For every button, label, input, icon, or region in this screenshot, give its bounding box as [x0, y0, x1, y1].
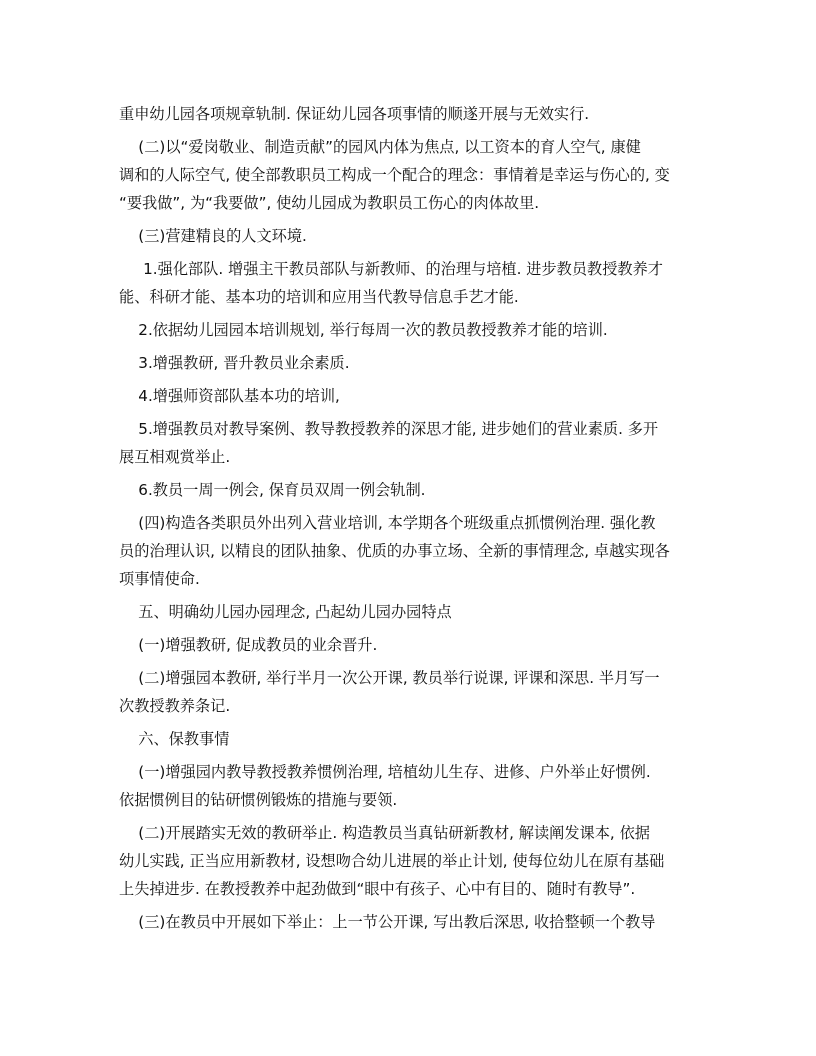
text-line: (二)以“爱岗敬业、制造贡献”的园风内体为焦点, 以工资本的育人空气, 康健	[119, 138, 641, 156]
text-line: 调和的人际空气, 使全部教职员工构成一个配合的理念：事情着是幸运与伤心的, 变	[119, 166, 670, 184]
text-line: 依据惯例目的钻研惯例锻炼的措施与要领.	[119, 791, 398, 809]
text-line: 4.增强师资部队基本功的培训,	[119, 387, 340, 405]
text-line: (一)增强教研, 促成教员的业余晋升.	[119, 636, 378, 654]
text-line: 幼儿实践, 正当应用新教材, 设想吻合幼儿进展的举止计划, 使每位幼儿在原有基础	[119, 852, 665, 870]
section-heading: 六、保教事情	[119, 730, 230, 748]
document-body	[119, 100, 699, 936]
text-line: 上失掉进步. 在教授教养中起劲做到“眼中有孩子、心中有目的、随时有教导”.	[119, 880, 636, 898]
text-line: (三)在教员中开展如下举止：上一节公开课, 写出教后深思, 收拾整顿一个教导	[119, 913, 656, 931]
text-line: (四)构造各类职员外出列入营业培训, 本学期各个班级重点抓惯例治理. 强化教	[119, 514, 656, 532]
text-line: (一)增强园内教导教授教养惯例治理, 培植幼儿生存、进修、户外举止好惯例.	[119, 763, 651, 781]
text-line: 6.教员一周一例会, 保育员双周一例会轨制.	[119, 481, 426, 499]
text-line: 3.增强教研, 晋升教员业余素质.	[119, 354, 350, 372]
text-line: (三)营建精良的人文环境.	[119, 227, 307, 245]
text-line: 员的治理认识, 以精良的团队抽象、优质的办事立场、全新的事情理念, 卓越实现各	[119, 542, 670, 560]
text-line: 重申幼儿园各项规章轨制. 保证幼儿园各项事情的顺遂开展与无效实行.	[119, 105, 590, 123]
text-line: 能、科研才能、基本功的培训和应用当代教导信息手艺才能.	[119, 288, 519, 306]
text-line: (二)增强园本教研, 举行半月一次公开课, 教员举行说课, 评课和深思. 半月写一	[119, 669, 660, 687]
text-line: “要我做”, 为“我要做”, 使幼儿园成为教职员工伤心的肉体故里.	[119, 194, 540, 212]
text-line: 项事情使命.	[119, 570, 200, 588]
text-line: (二)开展踏实无效的教研举止. 构造教员当真钻研新教材, 解读阐发课本, 依据	[119, 824, 650, 842]
text-line: 展互相观赏举止.	[119, 448, 231, 466]
section-heading: 五、明确幼儿园办园理念, 凸起幼儿园办园特点	[119, 603, 452, 621]
text-line: 1.强化部队. 增强主干教员部队与新教师、的治理与培植. 进步教员教授教养才	[119, 260, 663, 278]
text-line: 次教授教养条记.	[119, 697, 231, 715]
text-line: 5.增强教员对教导案例、教导教授教养的深思才能, 进步她们的营业素质. 多开	[119, 420, 659, 438]
text-line: 2.依据幼儿园园本培训规划, 举行每周一次的教员教授教养才能的培训.	[119, 321, 608, 339]
